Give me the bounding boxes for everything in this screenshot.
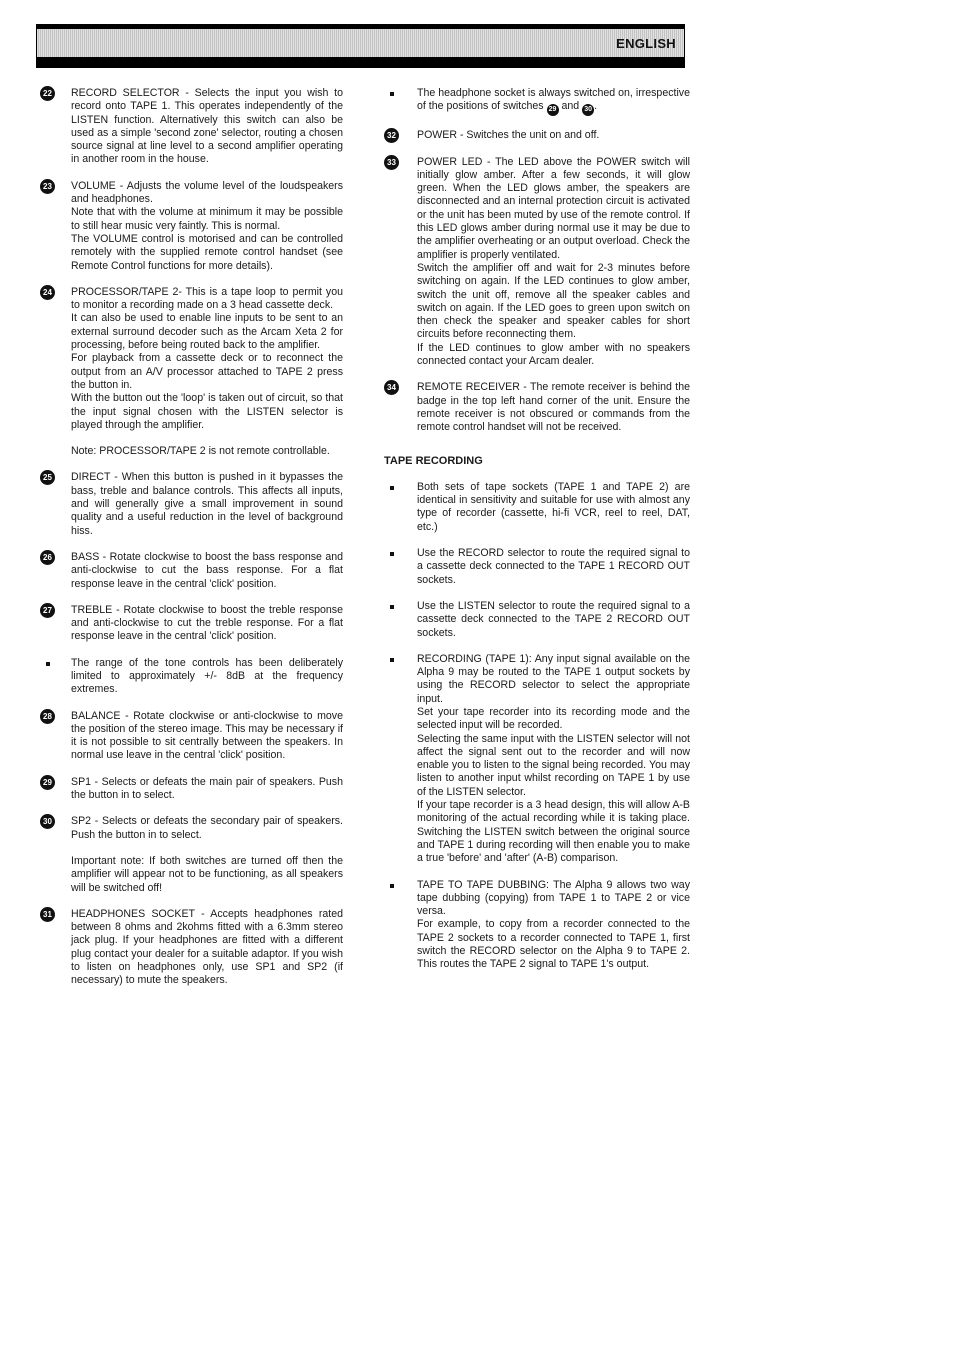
bullet-icon (390, 486, 394, 490)
item-text: DIRECT - When this button is pushed in it bypasses the bass, treble and balance controls. This affects all inputs, and will generally give a small improvement in sound quality and a useful reduction in the level of background hiss. (71, 471, 343, 537)
numbered-item (384, 156, 690, 369)
item-text: BALANCE - Rotate clockwise or anti-clockwise to move the position of the stereo image. This may be necessary if it is not possible to sit centrally between the speakers. In normal use leave in the central 'click' position. (71, 709, 343, 762)
item-note: Important note: If both switches are turned off then the amplifier will appear not to be functioning, as all speakers will be switched off! (71, 854, 343, 894)
bullet-item (40, 657, 343, 697)
item-text: Use the LISTEN selector to route the required signal to a cassette deck connected to the TAPE 2 RECORD OUT sockets. (417, 599, 690, 639)
numbered-item (40, 815, 343, 894)
numbered-item (40, 908, 343, 988)
item-text: SP1 - Selects or defeats the main pair of speakers. Push the button in to select. (71, 775, 343, 802)
bullet-icon (390, 884, 394, 888)
item-text: Note that with the volume at minimum it may be possible to still hear music very faintly. This is normal. (71, 206, 343, 232)
numbered-item (40, 776, 343, 803)
item-text: Selecting the same input with the LISTEN selector will not affect the signal sent out to the recorder and will now enable you to listen to the signal being recorded. You may listen to another input whilst recording on TAPE 1 by use of the LISTEN selector. (417, 732, 690, 798)
item-text: The VOLUME control is motorised and can be controlled remotely with the supplied remote control handset (see Remote Control functions for more details). (71, 232, 343, 272)
item-text: Set your tape recorder into its recording mode and the selected input will be recorded. (417, 705, 690, 732)
callout-number-icon: 26 (40, 550, 55, 565)
bullet-icon (46, 662, 50, 666)
item-text: TREBLE - Rotate clockwise to boost the treble response and anti-clockwise to cut the treble response. For a flat response leave in the central 'click' position. (71, 603, 343, 643)
header-bar (36, 24, 685, 68)
callout-number-icon: 29 (40, 775, 55, 790)
bullet-item (384, 547, 690, 587)
item-text: RECORDING (TAPE 1): Any input signal available on the Alpha 9 may be routed to the TAPE 1 output sockets by using the RECORD selector to select the appropriate input. (417, 652, 690, 705)
item-text: For playback from a cassette deck or to reconnect the output from an A/V processor attached to TAPE 2 press the button in. (71, 352, 343, 391)
numbered-item (384, 381, 690, 434)
callout-number-icon: 27 (40, 603, 55, 618)
headphone-note (384, 87, 690, 116)
numbered-item (40, 180, 343, 273)
item-text: For example, to copy from a recorder connected to the TAPE 2 sockets to a recorder connected to TAPE 1, first switch the RECORD selector on the Alpha 9 to TAPE 2. This routes the TAPE 2 signal to TAPE 1's output. (417, 918, 690, 971)
bullet-item (384, 481, 690, 534)
bullet-icon (390, 92, 394, 96)
callout-number-icon: 29 (547, 104, 559, 116)
right-column (384, 87, 690, 985)
bullet-icon (390, 605, 394, 609)
callout-number-icon: 22 (40, 86, 55, 101)
headphone-note-and: and (561, 100, 580, 113)
numbered-item (40, 604, 343, 644)
language-label: ENGLISH (616, 36, 676, 51)
bullet-item (384, 653, 690, 866)
item-text: HEADPHONES SOCKET - Accepts headphones rated between 8 ohms and 2kohms fitted with a 6.3mm stereo jack plug. If your headphones are fitted with a different plug contact your dealer for a suitable adaptor. If you wish to listen on headphones only, use SP1 and SP2 (if necessary) to mute the speakers. (71, 907, 343, 987)
item-text: Switch the amplifier off and wait for 2-3 minutes before switching on again. If the LED continues to glow amber, switch the unit off, remove all the speaker cables and switch on again. If the LED goes to green upon switch on then check the speaker and speaker cables for short circuits before reconnecting them. (417, 261, 690, 341)
item-text: POWER - Switches the unit on and off. (417, 129, 600, 142)
item-text: SP2 - Selects or defeats the secondary pair of speakers. Push the button in to select. (71, 815, 343, 841)
item-text: It can also be used to enable line inputs to be sent to an external surround decoder such as the Arcam Xeta 2 for processing, before being routed back to the amplifier. (71, 312, 343, 352)
headphone-note-end: . (594, 100, 598, 113)
item-text: If your tape recorder is a 3 head design, this will allow A-B monitoring of the actual recording while it is taking place. Switching the LISTEN switch between the original source and TAPE 1 during recording will then enable you to make a true 'before' and 'after' (A-B) comparison. (417, 799, 690, 865)
numbered-item (40, 471, 343, 537)
item-text: POWER LED - The LED above the POWER switch will initially glow amber. After a few seconds, it will glow green. When the LED glows amber, the speakers are disconnected and an internal protection circuit is activated or the unit has been muted by use of the remote control. If this LED glows amber during normal use it may be due to the amplifier overheating or an output overload. Check the amplifier is properly ventilated. (417, 155, 690, 261)
numbered-item (384, 129, 690, 142)
callout-number-icon: 30 (40, 814, 55, 829)
item-text: REMOTE RECEIVER - The remote receiver is behind the badge in the top left hand corner of the unit. Ensure the remote receiver is not obscured or commands from the remote control handset will not be received. (417, 381, 690, 434)
header-band (37, 29, 684, 57)
item-text: VOLUME - Adjusts the volume level of the loudspeakers and headphones. (71, 179, 343, 206)
item-text: PROCESSOR/TAPE 2- This is a tape loop to permit you to monitor a recording made on a 3 head cassette deck. (71, 285, 343, 312)
callout-number-icon: 25 (40, 470, 55, 485)
callout-number-icon: 28 (40, 709, 55, 724)
item-text: Use the RECORD selector to route the required signal to a cassette deck connected to the TAPE 1 RECORD OUT sockets. (417, 547, 690, 586)
item-text: BASS - Rotate clockwise to boost the bass response and anti-clockwise to cut the bass response. For a flat response leave in the central 'click' position. (71, 550, 343, 590)
right-items-top (384, 129, 690, 434)
section-title: TAPE RECORDING (384, 454, 483, 467)
callout-number-icon: 23 (40, 179, 55, 194)
item-text: Both sets of tape sockets (TAPE 1 and TAPE 2) are identical in sensitivity and suitable for use with almost any type of recorder (cassette, hi-fi VCR, reel to reel, DAT, etc.) (417, 480, 690, 533)
item-text: If the LED continues to glow amber with no speakers connected contact your Arcam dealer. (417, 341, 690, 368)
bullet-item (384, 600, 690, 640)
bullet-icon (390, 658, 394, 662)
bullet-icon (390, 552, 394, 556)
item-text: RECORD SELECTOR - Selects the input you wish to record onto TAPE 1. This operates independently of the LISTEN function. Alternatively this switch can also be used as a simple 'second zone' selector, routing a chosen source signal at line level to a second amplifier operating in another room in the house. (71, 87, 343, 166)
headphone-note-text: The headphone socket is always switched on, irrespective of the positions of switches (417, 87, 690, 113)
bullet-item (384, 879, 690, 972)
callout-number-icon: 32 (384, 128, 399, 143)
left-column (40, 87, 343, 1001)
numbered-item (40, 551, 343, 591)
callout-number-icon: 30 (582, 104, 594, 116)
item-text: With the button out the 'loop' is taken out of circuit, so that the input signal chosen with the LISTEN selector is played through the amplifier. (71, 392, 343, 431)
callout-number-icon: 34 (384, 380, 399, 395)
item-note: Note: PROCESSOR/TAPE 2 is not remote controllable. (71, 445, 330, 458)
callout-number-icon: 24 (40, 285, 55, 300)
item-text: TAPE TO TAPE DUBBING: The Alpha 9 allows two way tape dubbing (copying) from TAPE 1 to TAPE 2 or vice versa. (417, 878, 690, 918)
right-items-bottom (384, 481, 690, 972)
numbered-item (40, 87, 343, 167)
callout-number-icon: 33 (384, 155, 399, 170)
numbered-item (40, 286, 343, 459)
item-text: The range of the tone controls has been deliberately limited to approximately +/- 8dB at the frequency extremes. (71, 656, 343, 696)
numbered-item (40, 710, 343, 763)
callout-number-icon: 31 (40, 907, 55, 922)
